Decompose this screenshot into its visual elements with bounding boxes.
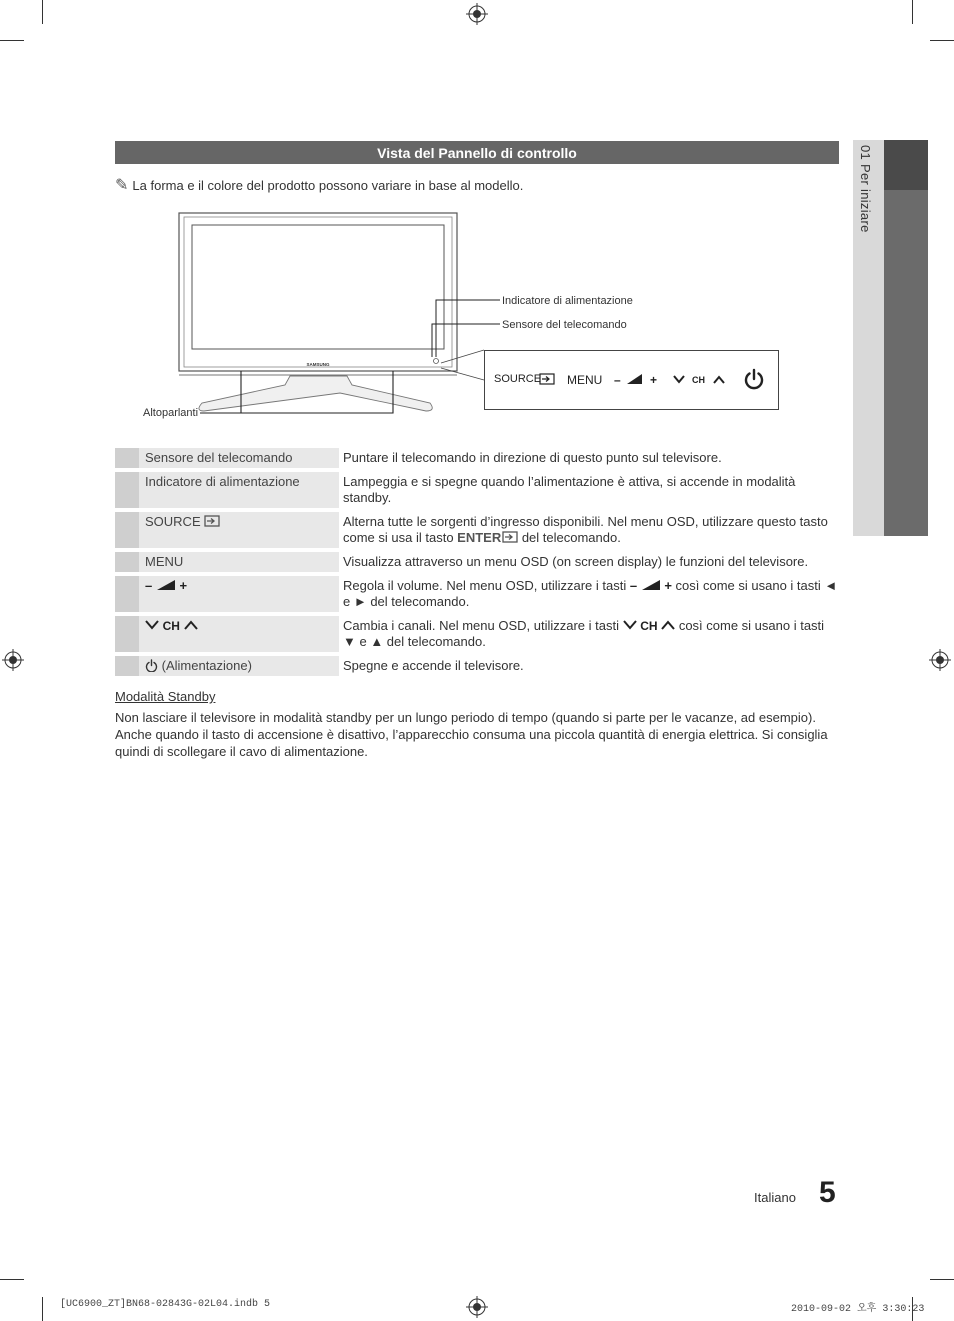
crop-mark (0, 1279, 24, 1280)
desc-text: così come si usano i tasti ◄ e ► del telecomando. (343, 578, 838, 609)
callout-power-indicator: Indicatore di alimentazione (502, 295, 633, 307)
callout-speakers: Altoparlanti (143, 407, 199, 419)
side-tab-label: 01 Per iniziare (858, 145, 873, 233)
registration-mark-icon (466, 1296, 488, 1318)
controls-table (115, 444, 839, 680)
standby-text: Non lasciare il televisore in modalità standby per un lungo periodo di tempo (quando si parte per le vacanze, ad esempio). Anche quando il tasto di accensione è disattivo, l’apparecchio consuma una piccola quantità di energia elettrica. Si consiglia quindi di scollegare il cavo di alimentazione. (115, 710, 828, 759)
table-row (115, 472, 839, 508)
panel-menu-label: MENU (567, 373, 603, 387)
volume-icon (627, 374, 643, 385)
print-file-info: [UC6900_ZT]BN68-02843G-02L04.indb 5 (60, 1299, 271, 1310)
desc-text: Alterna tutte le sorgenti d’ingresso disponibili. Nel menu OSD, utilizzare questo tasto come si usa il tasto (343, 514, 828, 545)
enter-icon (502, 531, 518, 543)
control-name-volume (139, 576, 339, 612)
crop-mark (42, 1297, 43, 1321)
chevron-up-icon (184, 620, 198, 630)
source-label: SOURCE (145, 514, 201, 529)
footer-language: Italiano (754, 1190, 796, 1205)
print-timestamp: 2010-09-02 오후 3:30:23 (791, 1304, 925, 1315)
callout-remote-sensor: Sensore del telecomando (502, 319, 627, 331)
table-row (115, 552, 839, 572)
desc-text: del telecomando. (518, 530, 621, 545)
chevron-down-icon (673, 375, 685, 384)
note (115, 175, 523, 195)
volume-plus: + (664, 578, 672, 593)
table-row (115, 616, 839, 652)
desc-text: Regola il volume. Nel menu OSD, utilizzare i tasti (343, 578, 630, 593)
chevron-down-icon (145, 620, 159, 630)
table-row (115, 512, 839, 548)
panel-volume-plus: + (650, 373, 658, 387)
control-name: Indicatore di alimentazione (139, 472, 339, 508)
side-tab-dark (884, 190, 928, 536)
chevron-down-icon (623, 620, 637, 630)
control-description: Visualizza attraverso un menu OSD (on screen display) le funzioni del televisore. (343, 554, 809, 569)
control-description: Puntare il telecomando in direzione di questo punto sul televisore. (343, 450, 722, 465)
control-description: Lampeggia e si spegne quando l’alimentazione è attiva, si accende in modalità standby. (343, 474, 796, 505)
ch-label: CH (162, 619, 180, 633)
power-icon (145, 659, 158, 672)
enter-label: ENTER (457, 530, 502, 545)
source-icon (539, 373, 555, 385)
panel-source-label: SOURCE (494, 373, 542, 385)
control-name-source (139, 512, 339, 548)
pencil-icon: ✎ (115, 177, 129, 194)
volume-icon (156, 579, 176, 591)
desc-text: Cambia i canali. Nel menu OSD, utilizzare i tasti (343, 618, 623, 633)
ch-label: CH (640, 619, 658, 633)
note-text: La forma e il colore del prodotto possono variare in base al modello. (132, 178, 524, 193)
registration-mark-icon (466, 3, 488, 25)
volume-minus: – (145, 578, 153, 593)
table-row (115, 656, 839, 676)
control-name: Sensore del telecomando (139, 448, 339, 468)
crop-mark (0, 40, 24, 41)
panel-ch-label: CH (692, 375, 705, 385)
side-tab-dark-top (884, 140, 928, 190)
volume-icon (641, 579, 661, 591)
volume-plus: + (179, 578, 188, 593)
control-name: MENU (139, 552, 339, 572)
crop-mark (912, 0, 913, 24)
source-icon (204, 515, 220, 527)
tv-brand-logo: SAMSUNG (306, 362, 330, 367)
registration-mark-icon (929, 649, 951, 671)
chevron-up-icon (713, 375, 725, 384)
volume-minus: – (629, 578, 638, 593)
control-name-power (139, 656, 339, 676)
control-name-channel (139, 616, 339, 652)
power-label: (Alimentazione) (161, 658, 252, 673)
page-number: 5 (819, 1176, 836, 1209)
control-description (339, 616, 839, 652)
chevron-up-icon (661, 620, 675, 630)
control-description (339, 576, 839, 612)
table-row (115, 448, 839, 468)
power-icon (743, 368, 765, 390)
desc-text: così come si usano i tasti ▼ e ▲ del telecomando. (343, 618, 825, 649)
crop-mark (930, 1279, 954, 1280)
panel-volume-minus: – (614, 373, 621, 387)
table-row (115, 576, 839, 612)
standby-title: Modalità Standby (115, 689, 216, 704)
control-description: Spegne e accende il televisore. (343, 658, 524, 673)
control-description (339, 512, 839, 548)
control-panel-illustration (484, 350, 779, 410)
registration-mark-icon (2, 649, 24, 671)
crop-mark (930, 40, 954, 41)
crop-mark (42, 0, 43, 24)
section-title: Vista del Pannello di controllo (115, 141, 839, 164)
